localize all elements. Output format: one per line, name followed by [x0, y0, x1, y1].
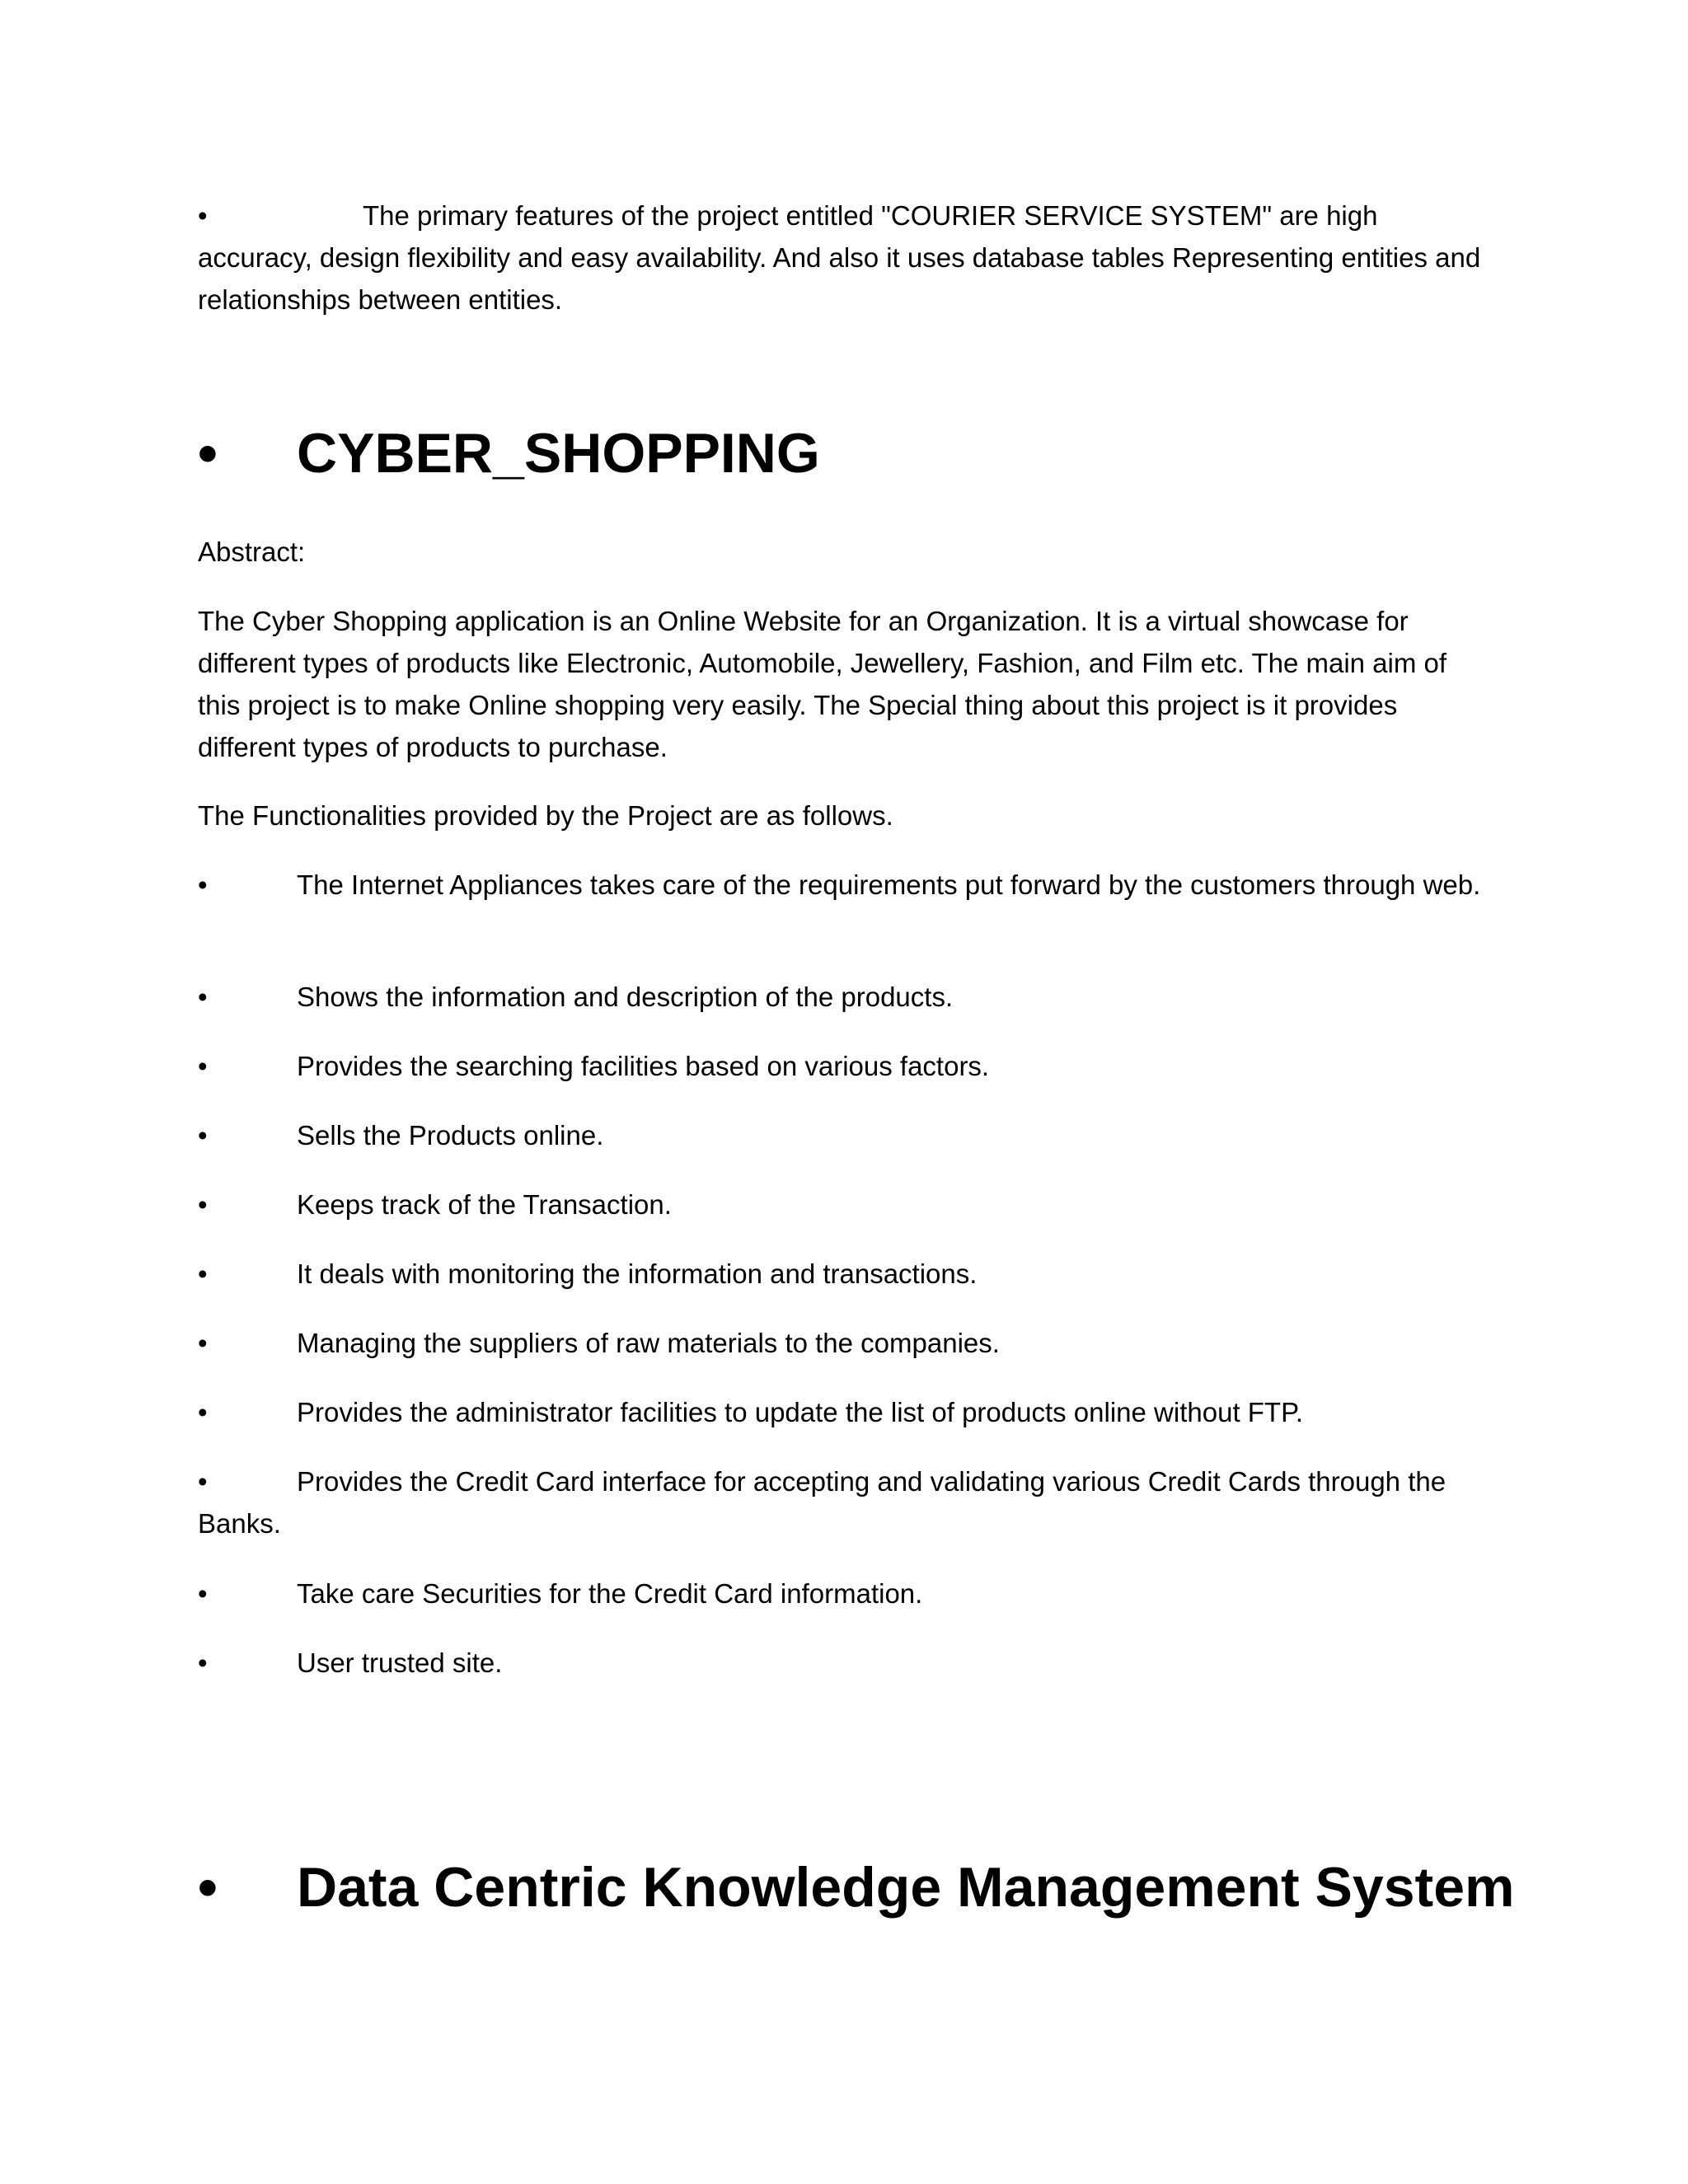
list-item-text: Managing the suppliers of raw materials to the companies.	[297, 1328, 1000, 1358]
list-item-text: Provides the administrator facilities to update the list of products online without FTP.	[297, 1397, 1304, 1427]
list-item-text: It deals with monitoring the information and transactions.	[297, 1258, 978, 1289]
section-heading-data-centric	[198, 1854, 1514, 1920]
heading-bullet-marker: •	[198, 422, 218, 485]
bullet-marker: •	[198, 1397, 208, 1427]
bullet-marker: •	[198, 869, 208, 900]
bullet-marker: •	[198, 982, 208, 1012]
list-item-text: The Internet Appliances takes care of the requirements put forward by the customers through web.	[297, 869, 1481, 900]
heading-title: CYBER_SHOPPING	[297, 422, 820, 485]
bullet-marker: •	[198, 1578, 208, 1609]
intro-text: The primary features of the project entitled "COURIER SERVICE SYSTEM" are high accuracy, design flexibility and easy availability. And also it uses database tables Representing entities and relationships between entities.	[198, 200, 1481, 315]
bullet-marker: •	[198, 1189, 208, 1220]
list-item	[198, 1045, 1484, 1087]
list-item	[198, 1460, 1484, 1544]
abstract-paragraph: The Cyber Shopping application is an Online Website for an Organization. It is a virtual showcase for different types of products like Electronic, Automobile, Jewellery, Fashion, and Film etc. The main aim of this project is to make Online shopping very easily. The Special thing about this project is it provides different types of products to purchase.	[198, 606, 1447, 762]
bullet-marker: •	[198, 1466, 208, 1497]
list-item	[198, 864, 1484, 906]
abstract-label: Abstract:	[198, 537, 306, 567]
list-item	[198, 976, 1484, 1018]
list-item-text: User trusted site.	[297, 1647, 503, 1678]
bullet-marker: •	[198, 1328, 208, 1358]
bullet-marker: •	[198, 1258, 208, 1289]
functionalities-intro: The Functionalities provided by the Project are as follows.	[198, 800, 893, 831]
list-item-text: Provides the searching facilities based on various factors.	[297, 1051, 990, 1081]
list-item	[198, 1183, 1484, 1226]
bullet-marker: •	[198, 200, 208, 231]
section-heading-cyber-shopping	[198, 420, 820, 486]
list-item-text: Shows the information and description of the products.	[297, 982, 954, 1012]
list-item	[198, 1391, 1484, 1433]
heading-title: Data Centric Knowledge Management System	[297, 1856, 1515, 1919]
bullet-marker: •	[198, 1120, 208, 1151]
list-item	[198, 1253, 1484, 1295]
list-item-text: Provides the Credit Card interface for accepting and validating various Credit Cards through the Banks.	[198, 1466, 1447, 1539]
list-item-text: Keeps track of the Transaction.	[297, 1189, 672, 1220]
intro-paragraph	[198, 194, 1484, 321]
list-item-text: Take care Securities for the Credit Card information.	[297, 1578, 923, 1609]
list-item	[198, 1322, 1484, 1364]
bullet-marker: •	[198, 1647, 208, 1678]
list-item	[198, 1114, 1484, 1156]
list-item	[198, 1572, 1484, 1615]
heading-bullet-marker: •	[198, 1856, 218, 1919]
list-item-text: Sells the Products online.	[297, 1120, 604, 1151]
bullet-marker: •	[198, 1051, 208, 1081]
list-item	[198, 1642, 1484, 1684]
